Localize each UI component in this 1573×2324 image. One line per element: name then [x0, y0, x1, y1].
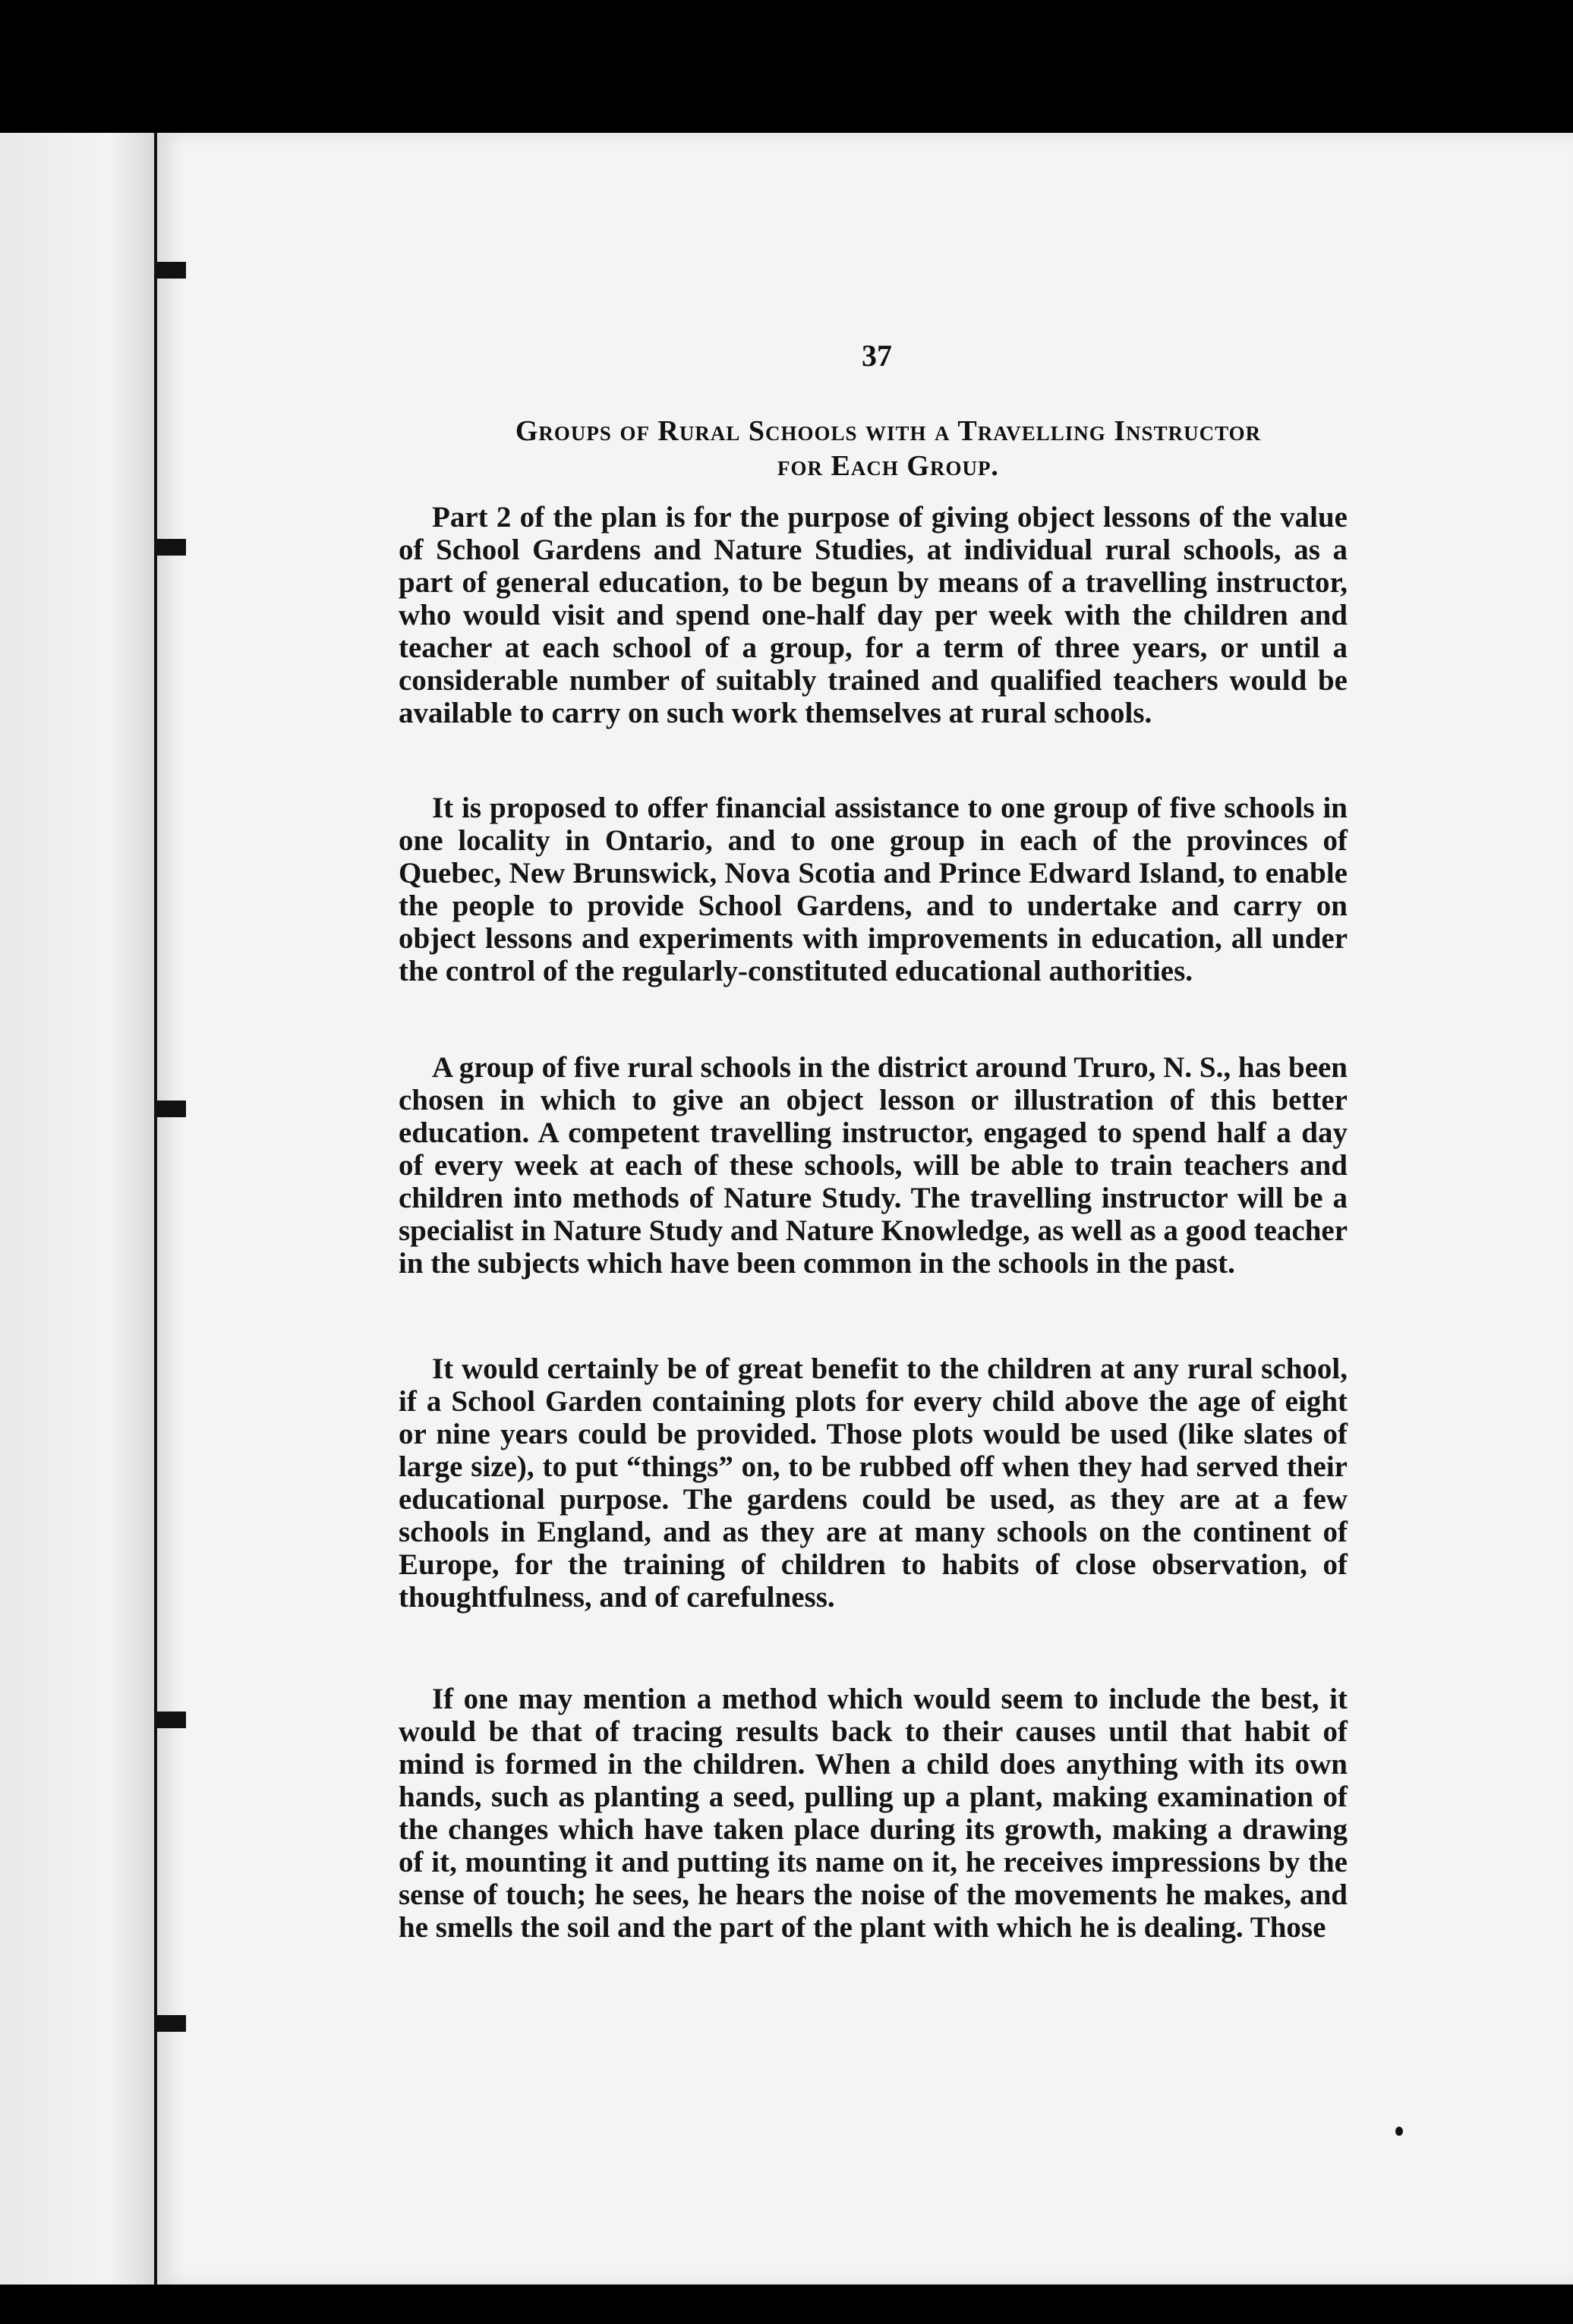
- binding-stitch: [156, 1101, 186, 1117]
- heading-line-2: for Each Group.: [777, 450, 999, 482]
- binding-spine: [154, 133, 157, 2285]
- paragraph-part-2-plan: Part 2 of the plan is for the purpose of giving object lessons of the value of School Gardens and Nature Studies, at individual rural schools, as a part of general education, to be begun by means of a travelling instructor, who would visit and spend one-half day per week with the children and teacher at each school of a group, for a term of three years, or until a considerable number of suitably trained and qualified teachers would be available to carry on such work themselves at rural schools.: [399, 501, 1348, 729]
- binding-stitch: [156, 1712, 186, 1728]
- paragraph-truro-group: A group of five rural schools in the district around Truro, N. S., has been chosen in which to give an object lesson or illustration of this better education. A competent travelling instructor, engaged to spend half a day of every week at each of these schools, will be able to train teachers and children into methods of Nature Study. The travelling instructor will be a specialist in Nature Study and Nature Knowledge, as well as a good teacher in the subjects which have been common in the schools in the past.: [399, 1051, 1348, 1280]
- binding-stitch: [156, 2015, 186, 2032]
- binding-stitch: [156, 539, 186, 556]
- ink-speck: [1395, 2127, 1403, 2136]
- page-number: 37: [862, 339, 892, 373]
- facing-page-edge: [0, 133, 156, 2285]
- paragraph-method: If one may mention a method which would seem to include the best, it would be that of tracing results back to their causes until that habit of mind is formed in the children. When a child does anything with its own hands, such as planting a seed, pulling up a plant, making examination of the changes which have taken place during its growth, making a drawing of it, mounting it and putting its name on it, he receives impressions by the sense of touch; he sees, he hears the noise of the movements he makes, and he smells the soil and the part of the plant with which he is dealing. Those: [399, 1683, 1348, 1944]
- heading-line-1: Groups of Rural Schools with a Travelling Instructor: [515, 415, 1262, 447]
- binding-stitch: [156, 262, 186, 279]
- paragraph-financial-assistance: It is proposed to offer financial assistance to one group of five schools in one locality in Ontario, and to one group in each of the provinces of Quebec, New Brunswick, Nova Scotia and Prince Edward Island, to enable the people to provide School Gardens, and to undertake and carry on object lessons and experiments with improvements in education, all under the control of the regularly-constituted educational authorities.: [399, 792, 1348, 987]
- section-heading: [395, 414, 1382, 483]
- paragraph-school-garden-benefit: It would certainly be of great benefit to the children at any rural school, if a School Garden containing plots for every child above the age of eight or nine years could be provided. Those plots would be used (like slates of large size), to put “things” on, to be rubbed off when they had served their educational purpose. The gardens could be used, as they are at a few schools in England, and as they are at many schools on the continent of Europe, for the training of children to habits of close observation, of thoughtfulness, and of carefulness.: [399, 1353, 1348, 1614]
